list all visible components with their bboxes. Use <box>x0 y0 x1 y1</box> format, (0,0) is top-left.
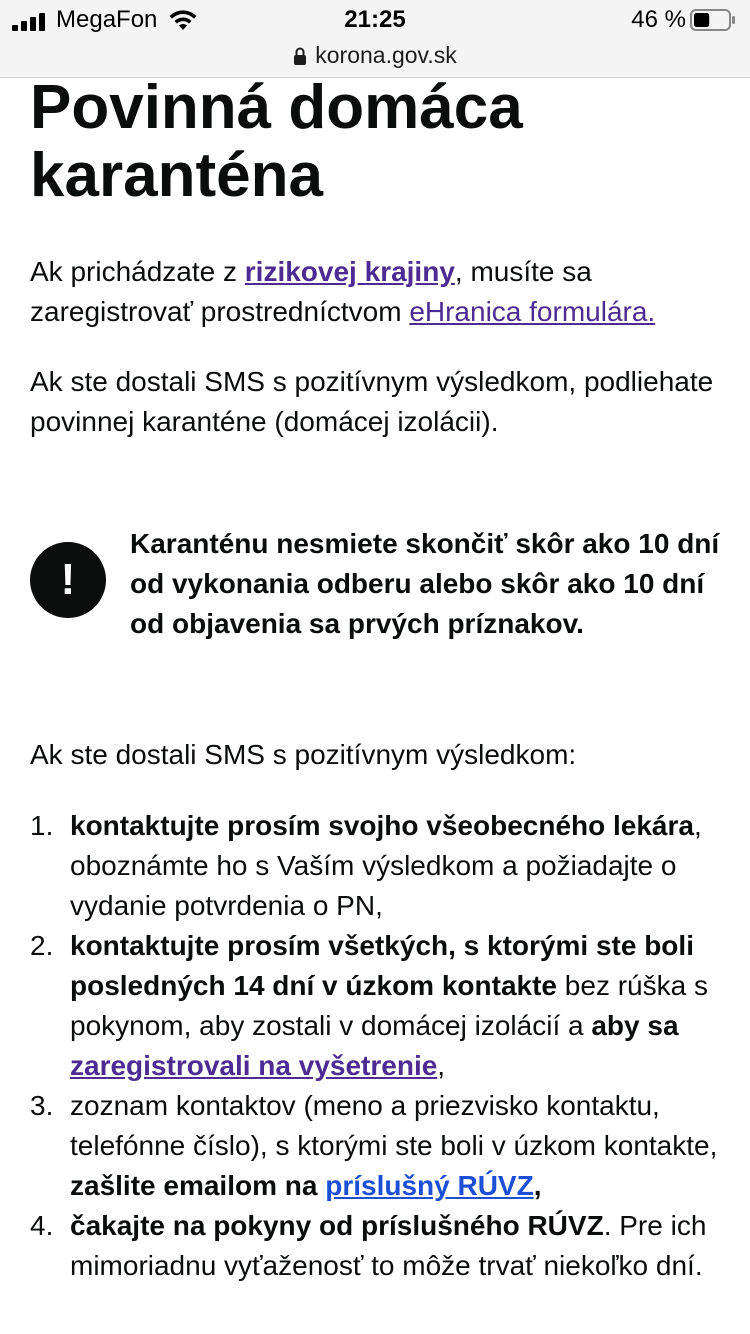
warning-callout <box>30 522 720 646</box>
steps-list <box>30 806 730 1286</box>
list-number: 3. <box>30 1090 54 1121</box>
step-bold-text: zašlite emailom na <box>70 1170 326 1201</box>
step-bold-text: kontaktujte prosím svojho všeobecného lekára <box>70 810 694 841</box>
register-examination-link[interactable]: zaregistrovali na vyšetrenie <box>70 1050 438 1081</box>
exclamation-icon: ! <box>30 542 106 618</box>
page-title: Povinná domáca karanténa <box>30 73 523 210</box>
step-bold-text: čakajte na pokyny od príslušného RÚVZ <box>70 1210 604 1241</box>
intro-text-before: Ak prichádzate z <box>30 256 245 287</box>
battery-icon <box>690 9 736 31</box>
url-text[interactable]: korona.gov.sk <box>315 42 457 68</box>
step-tail: , <box>437 1050 446 1081</box>
ruvz-link[interactable]: príslušný RÚVZ <box>325 1170 534 1201</box>
list-item <box>30 806 730 926</box>
list-item <box>30 1086 730 1206</box>
carrier-name: MegaFon <box>56 6 158 33</box>
status-bar <box>0 0 750 40</box>
positive-notice: Ak ste dostali SMS s pozitívnym výsledkom, podliehate povinnej karanténe (domácej izolácii). <box>30 366 714 437</box>
step-text: bez rúška s pokynom, aby zostali v domácej izolácií a <box>70 970 708 1041</box>
warning-text: Karanténu nesmiete skončiť skôr ako 10 dní od vykonania odberu alebo skôr ako 10 dní od objavenia sa prvých príznakov. <box>130 528 720 639</box>
step-tail: , <box>533 1170 542 1201</box>
list-number: 4. <box>30 1210 54 1241</box>
list-number: 1. <box>30 810 54 841</box>
step-text: , oboznámte ho s Vaším výsledkom a požiadajte o vydanie potvrdenia o PN, <box>70 810 702 921</box>
list-item <box>30 926 730 1086</box>
intro-paragraph <box>30 252 720 332</box>
intro-text-middle: , musíte sa zaregistrovať prostredníctvom <box>30 256 592 327</box>
lock-icon <box>293 46 307 66</box>
list-item <box>30 1206 730 1286</box>
step-bold-text: kontaktujte prosím všetkých, s ktorými ste boli posledných 14 dní v úzkom kontakte <box>70 930 694 1001</box>
step-text: zoznam kontaktov (meno a priezvisko kontaktu, telefónne číslo), s ktorými ste boli v úzkom kontakte, <box>70 1090 718 1161</box>
step-text: . Pre ich mimoriadnu vyťaženosť to môže trvať niekoľko dní. <box>70 1210 707 1281</box>
list-number: 2. <box>30 930 54 961</box>
battery-percentage: 46 % <box>631 6 686 33</box>
steps-intro: Ak ste dostali SMS s pozitívnym výsledkom: <box>30 739 577 770</box>
ehranica-form-link[interactable]: eHranica formulára. <box>409 296 656 327</box>
clock: 21:25 <box>344 6 406 33</box>
step-bold-text: aby sa <box>591 1010 679 1041</box>
risk-country-link[interactable]: rizikovej krajiny <box>244 256 455 287</box>
